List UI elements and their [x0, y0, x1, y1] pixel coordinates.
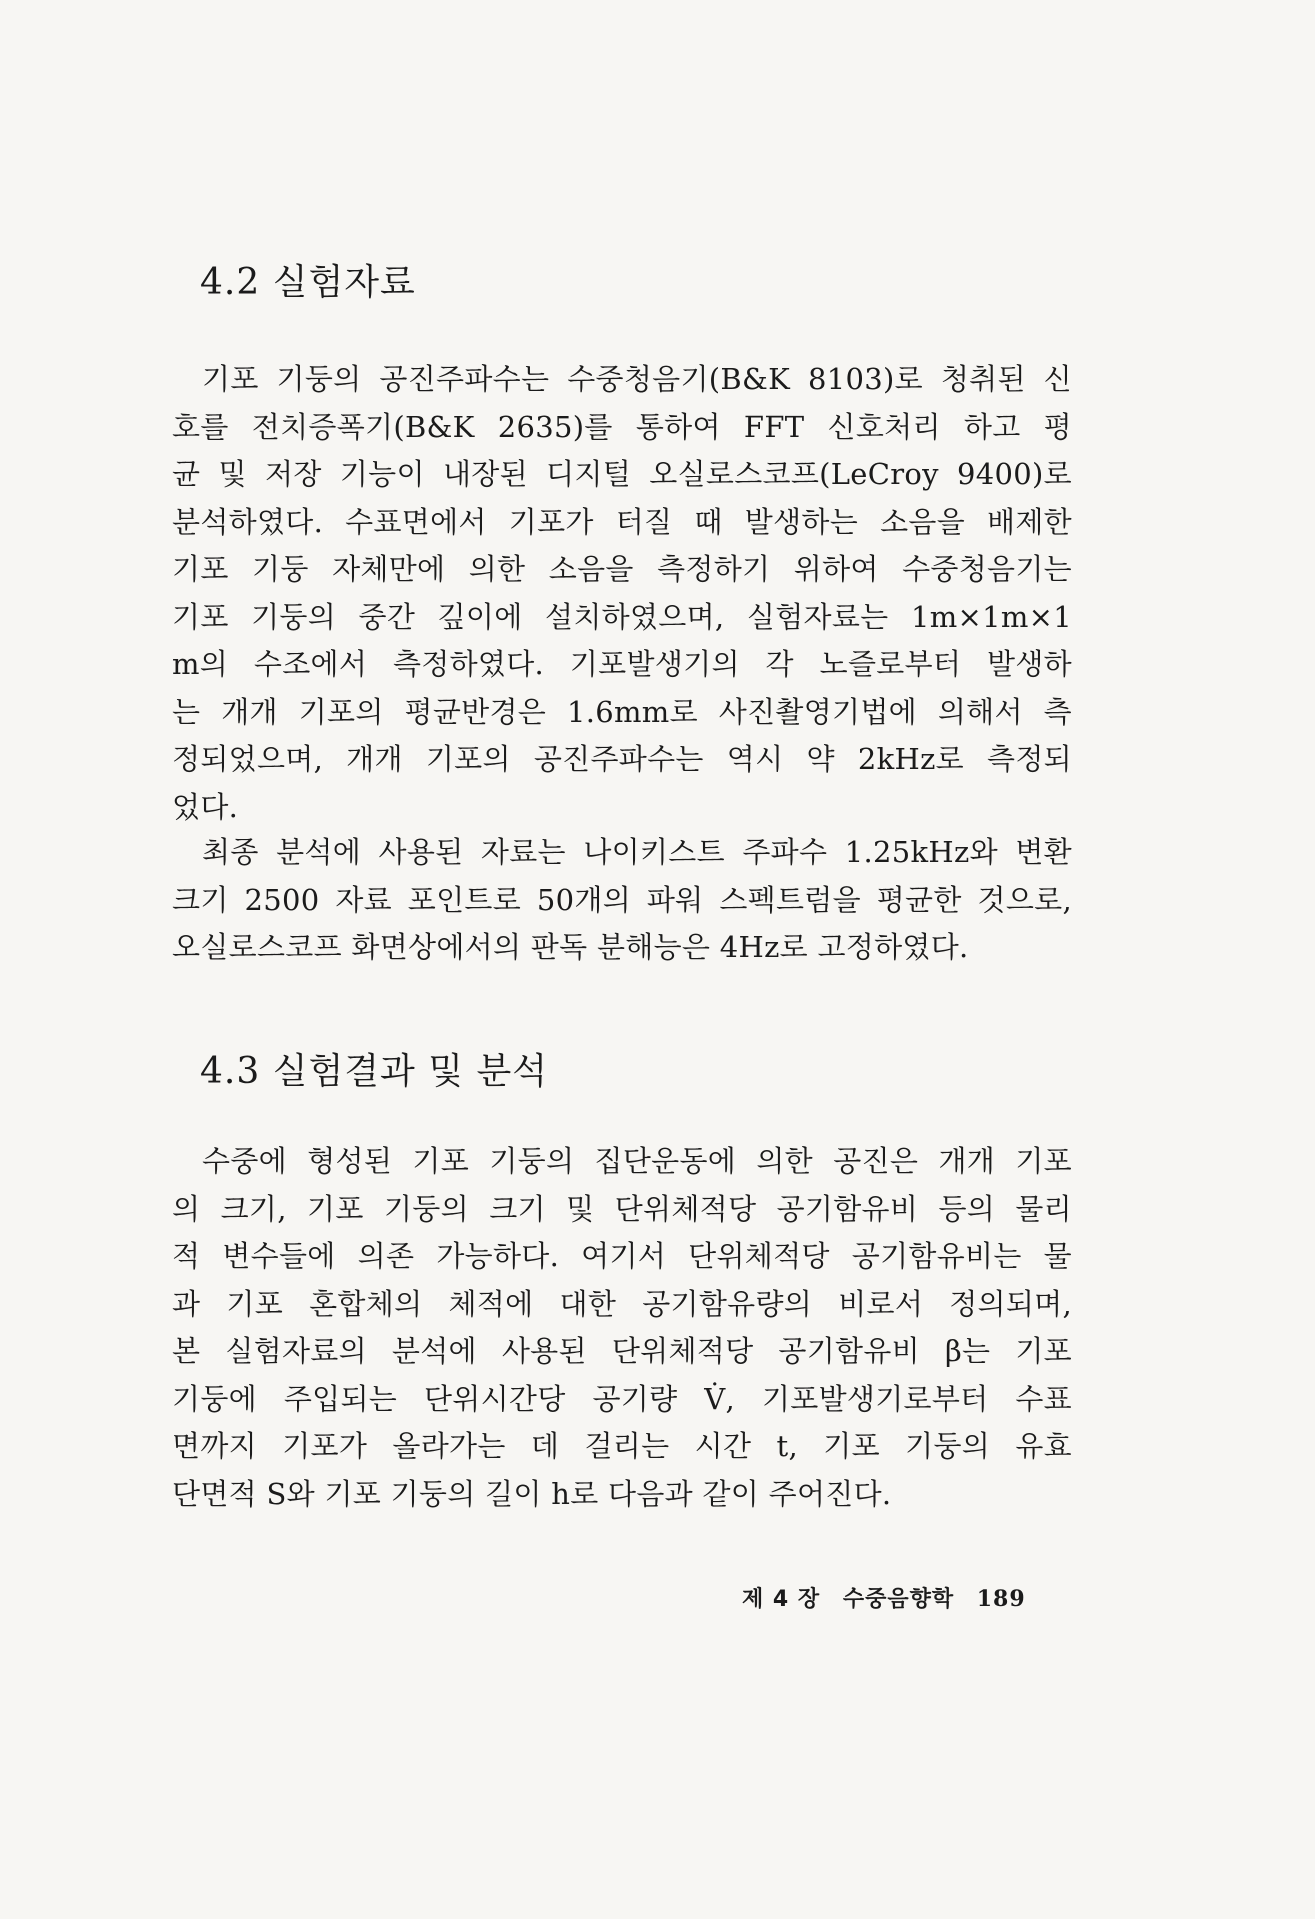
- text-line: 오실로스코프 화면상에서의 판독 분해능은 4Hz로 고정하였다.: [172, 930, 969, 964]
- text-line: 과 기포 혼합체의 체적에 대한 공기함유량의 비로서 정의되며,: [172, 1286, 1072, 1321]
- paragraph-4-2-2: [172, 829, 1072, 972]
- text-line: 단면적 S와 기포 기둥의 길이 h로 다음과 같이 주어진다.: [172, 1476, 892, 1511]
- page-number: 189: [976, 1586, 1026, 1612]
- text-line: 정되었으며, 개개 기포의 공진주파수는 역시 약 2kHz로 측정되: [172, 742, 1072, 776]
- text-line: 기둥에 주입되는 단위시간당 공기량 V̇, 기포발생기로부터 수표: [172, 1381, 1072, 1416]
- text-line: 호를 전치증폭기(B&K 2635)를 통하여 FFT 신호처리 하고 평: [172, 409, 1072, 444]
- text-line: 면까지 기포가 올라가는 데 걸리는 시간 t, 기포 기둥의 유효: [172, 1429, 1072, 1463]
- footer-chapter: 제 4 장: [742, 1587, 821, 1612]
- text-line: 최종 분석에 사용된 자료는 나이키스트 주파수 1.25kHz와 변환: [202, 835, 1072, 869]
- page-footer: [742, 1582, 1026, 1613]
- section-heading-4-3: 4.3 실험결과 및 분석: [200, 1051, 549, 1092]
- text-line: 의 크기, 기포 기둥의 크기 및 단위체적당 공기함유비 등의 물리: [172, 1191, 1072, 1226]
- paragraph-4-2-1: [172, 356, 1072, 831]
- text-line: 수중에 형성된 기포 기둥의 집단운동에 의한 공진은 개개 기포: [202, 1144, 1072, 1178]
- text-line: 었다.: [172, 789, 239, 824]
- text-line: 기포 기둥의 공진주파수는 수중청음기(B&K 8103)로 청취된 신: [202, 362, 1072, 396]
- text-line: 본 실험자료의 분석에 사용된 단위체적당 공기함유비 β는 기포: [172, 1334, 1072, 1368]
- text-line: 크기 2500 자료 포인트로 50개의 파워 스펙트럼을 평균한 것으로,: [172, 882, 1072, 917]
- text-line: 분석하였다. 수표면에서 기포가 터질 때 발생하는 소음을 배제한: [172, 504, 1072, 539]
- footer-title: 수중음향학: [842, 1587, 955, 1612]
- text-line: 기포 기둥의 중간 깊이에 설치하였으며, 실험자료는 1m×1m×1: [172, 599, 1072, 634]
- text-line: 균 및 저장 기능이 내장된 디지털 오실로스코프(LeCroy 9400)로: [172, 457, 1072, 491]
- text-line: 적 변수들에 의존 가능하다. 여기서 단위체적당 공기함유비는 물: [172, 1239, 1072, 1273]
- text-line: 기포 기둥 자체만에 의한 소음을 측정하기 위하여 수중청음기는: [172, 552, 1072, 586]
- text-line: 는 개개 기포의 평균반경은 1.6mm로 사진촬영기법에 의해서 측: [172, 694, 1072, 729]
- paragraph-4-3-1: [172, 1138, 1072, 1518]
- text-line: m의 수조에서 측정하였다. 기포발생기의 각 노즐로부터 발생하: [172, 647, 1072, 681]
- section-heading-4-2: 4.2 실험자료: [200, 262, 416, 303]
